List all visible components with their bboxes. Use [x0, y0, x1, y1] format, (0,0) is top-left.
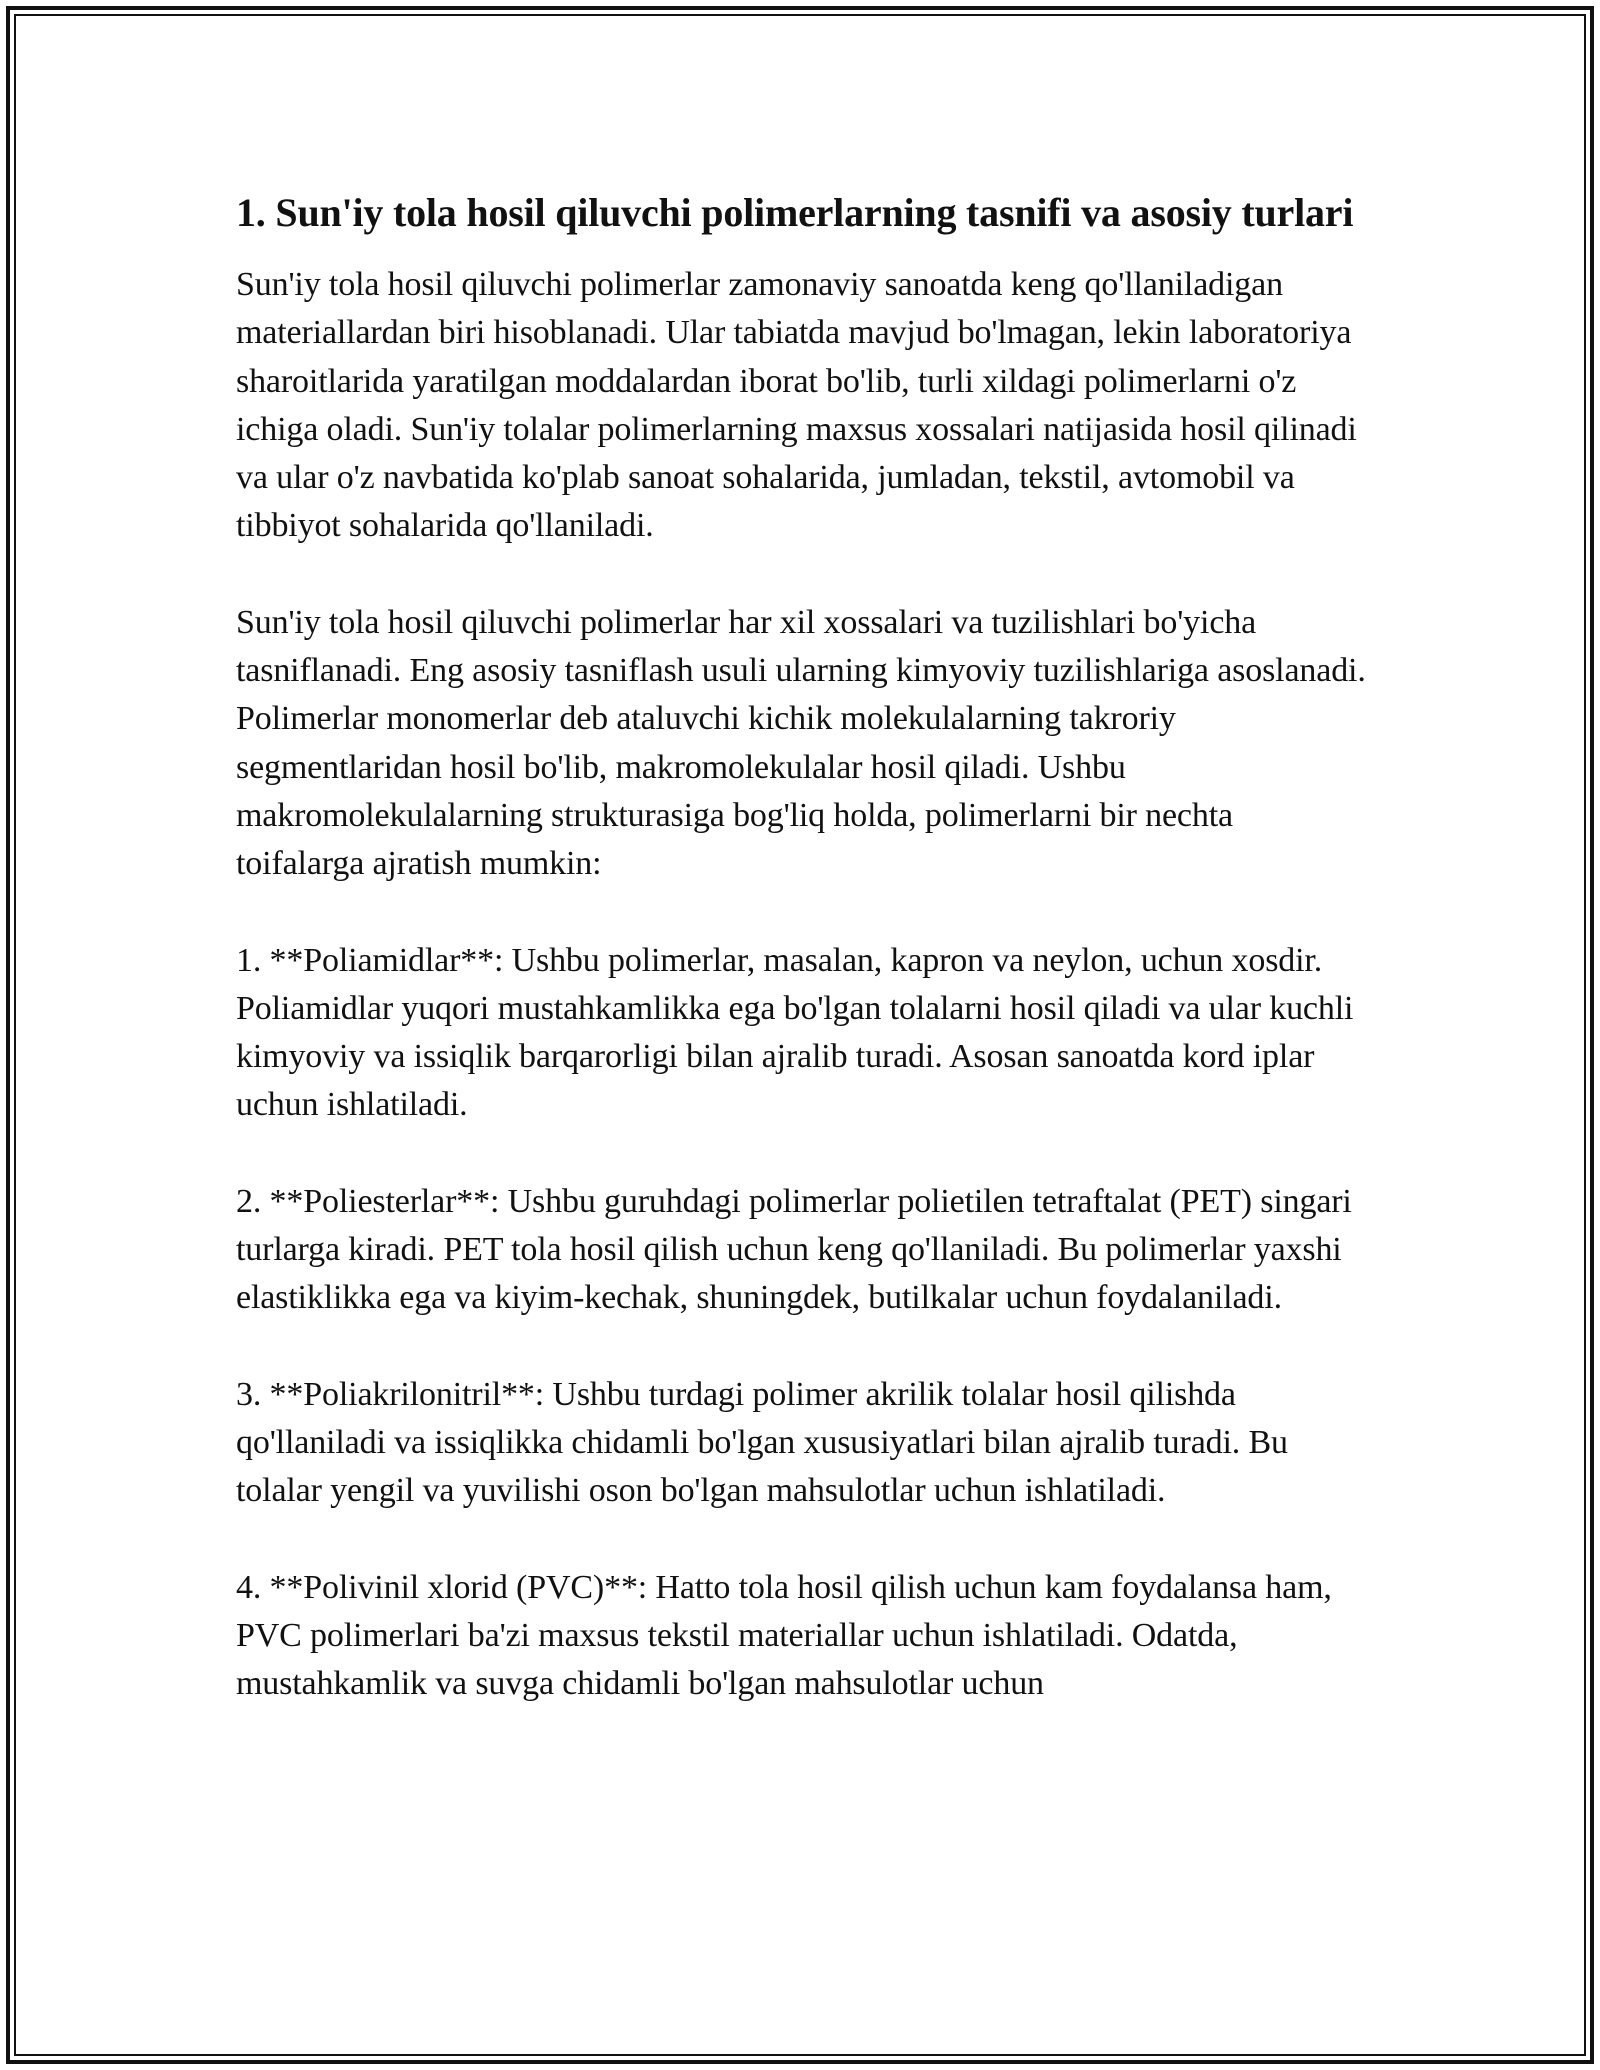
list-item-pvc: 4. **Polivinil xlorid (PVC)**: Hatto tola hosil qilish uchun kam foydalansa ham, PVC polimerlari ba'zi maxsus tekstil materiallar uchun ishlatiladi. Odatda, mustahkamlik va suvga chidamli bo'lgan mahsulotlar uchun [236, 1568, 1332, 1703]
section-heading: 1. Sun'iy tola hosil qiluvchi polimerlarning tasnifi va asosiy turlari [236, 190, 1354, 235]
paragraph-classification: Sun'iy tola hosil qiluvchi polimerlar har xil xossalari va tuzilishlari bo'yicha tasniflanadi. Eng asosiy tasniflash usuli ularning kimyoviy tuzilishlariga asoslanadi. Polimerlar monomerlar deb ataluvchi kichik molekulalarning takroriy segmentlaridan hosil bo'lib, makromolekulalar hosil qiladi. Ushbu makromolekulalarning strukturasiga bog'liq holda, polimerlarni bir nechta toifalarga ajratish mumkin: [236, 603, 1366, 883]
list-item-poliesterlar: 2. **Poliesterlar**: Ushbu guruhdagi polimerlar polietilen tetraftalat (PET) singari turlarga kiradi. PET tola hosil qilish uchun keng qo'llaniladi. Bu polimerlar yaxshi elastiklikka ega va kiyim-kechak, shuningdek, butilkalar uchun foydalaniladi. [236, 1182, 1352, 1317]
document-body [236, 185, 1366, 1708]
paragraph-intro: Sun'iy tola hosil qiluvchi polimerlar zamonaviy sanoatda keng qo'llaniladigan materiallardan biri hisoblanadi. Ular tabiatda mavjud bo'lmagan, lekin laboratoriya sharoitlarida yaratilgan moddalardan iborat bo'lib, turli xildagi polimerlarni o'z ichiga oladi. Sun'iy tolalar polimerlarning maxsus xossalari natijasida hosil qilinadi va ular o'z navbatida ko'plab sanoat sohalarida, jumladan, tekstil, avtomobil va tibbiyot sohalarida qo'llaniladi. [236, 266, 1357, 545]
list-item-poliakrilonitril: 3. **Poliakrilonitril**: Ushbu turdagi polimer akrilik tolalar hosil qilishda qo'llaniladi va issiqlikka chidamli bo'lgan xususiyatlari bilan ajralib turadi. Bu tolalar yengil va yuvilishi oson bo'lgan mahsulotlar uchun ishlatiladi. [236, 1375, 1288, 1510]
list-item-poliamidlar: 1. **Poliamidlar**: Ushbu polimerlar, masalan, kapron va neylon, uchun xosdir. Poliamidlar yuqori mustahkamlikka ega bo'lgan tolalarni hosil qiladi va ular kuchli kimyoviy va issiqlik barqarorligi bilan ajralib turadi. Asosan sanoatda kord iplar uchun ishlatiladi. [236, 941, 1354, 1124]
